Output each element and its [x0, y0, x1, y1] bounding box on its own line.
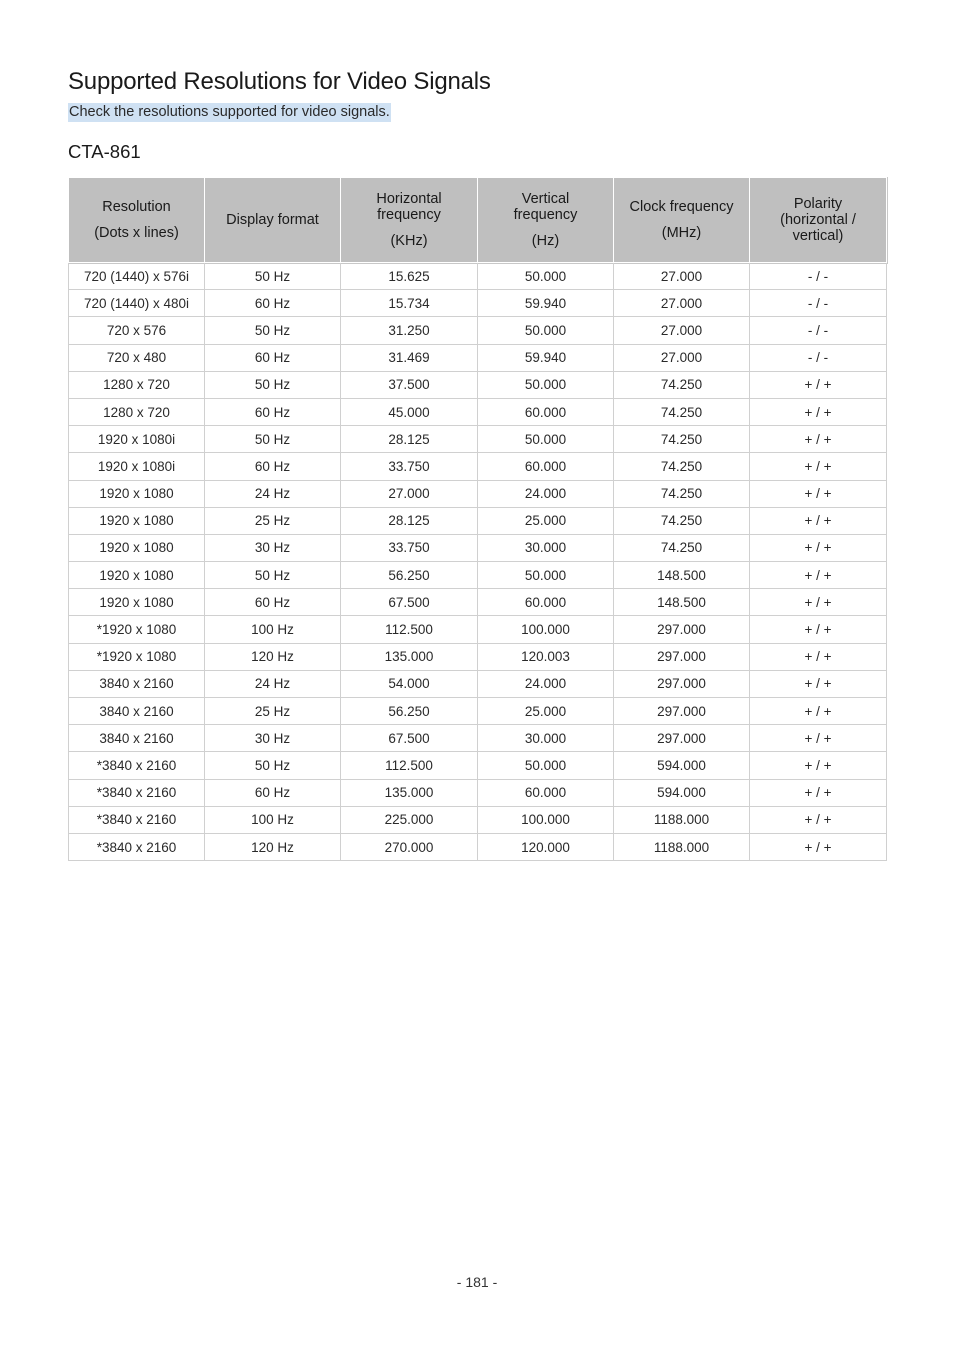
- clock-frequency-cell: 297.000: [614, 725, 750, 752]
- page-subtitle: Check the resolutions supported for video signals.: [69, 104, 390, 120]
- header-label: Horizontal: [376, 191, 442, 207]
- polarity-cell: + / +: [750, 806, 887, 833]
- polarity-cell: - / -: [750, 290, 887, 317]
- header-label: Vertical: [521, 191, 570, 207]
- clock-frequency-cell: 27.000: [614, 263, 750, 290]
- table-row: [69, 670, 887, 697]
- clock-frequency-cell: 594.000: [614, 779, 750, 806]
- vertical-frequency-cell: 25.000: [478, 507, 614, 534]
- header-label: Display format: [226, 212, 319, 228]
- display-format-cell: 50 Hz: [205, 426, 341, 453]
- page-title: Supported Resolutions for Video Signals: [68, 68, 491, 95]
- resolution-cell: *1920 x 1080: [69, 643, 205, 670]
- clock-frequency-cell: 74.250: [614, 371, 750, 398]
- display-format-cell: 50 Hz: [205, 317, 341, 344]
- horizontal-frequency-cell: 31.469: [341, 344, 478, 371]
- resolution-cell: 1280 x 720: [69, 398, 205, 425]
- vertical-frequency-cell: 50.000: [478, 426, 614, 453]
- table-row: [69, 806, 887, 833]
- header-label: frequency: [377, 207, 441, 223]
- clock-frequency-cell: 1188.000: [614, 833, 750, 860]
- vertical-frequency-cell: 60.000: [478, 589, 614, 616]
- clock-frequency-cell: 74.250: [614, 507, 750, 534]
- display-format-cell: 50 Hz: [205, 263, 341, 290]
- table-row: [69, 534, 887, 561]
- horizontal-frequency-cell: 54.000: [341, 670, 478, 697]
- table-row: [69, 344, 887, 371]
- table-row: [69, 725, 887, 752]
- table-row: [69, 833, 887, 860]
- polarity-cell: - / -: [750, 263, 887, 290]
- polarity-cell: + / +: [750, 453, 887, 480]
- polarity-cell: + / +: [750, 670, 887, 697]
- display-format-cell: 60 Hz: [205, 589, 341, 616]
- table-row: [69, 317, 887, 344]
- clock-frequency-cell: 74.250: [614, 398, 750, 425]
- display-format-cell: 50 Hz: [205, 562, 341, 589]
- resolution-cell: 1280 x 720: [69, 371, 205, 398]
- horizontal-frequency-cell: 67.500: [341, 589, 478, 616]
- clock-frequency-cell: 297.000: [614, 670, 750, 697]
- horizontal-frequency-cell: 135.000: [341, 779, 478, 806]
- resolution-cell: 3840 x 2160: [69, 670, 205, 697]
- resolution-cell: *1920 x 1080: [69, 616, 205, 643]
- display-format-cell: 60 Hz: [205, 453, 341, 480]
- vertical-frequency-cell: 120.000: [478, 833, 614, 860]
- display-format-header: [205, 178, 341, 263]
- clock-frequency-cell: 74.250: [614, 480, 750, 507]
- resolution-cell: 1920 x 1080: [69, 480, 205, 507]
- clock-frequency-cell: 148.500: [614, 562, 750, 589]
- display-format-cell: 60 Hz: [205, 779, 341, 806]
- header-label: (KHz): [390, 233, 428, 249]
- vertical-frequency-cell: 100.000: [478, 616, 614, 643]
- display-format-cell: 50 Hz: [205, 752, 341, 779]
- vertical-frequency-cell: 50.000: [478, 263, 614, 290]
- display-format-cell: 24 Hz: [205, 670, 341, 697]
- page-number: - 181 -: [456, 1274, 498, 1290]
- vertical-frequency-header: [478, 178, 614, 263]
- section-title: CTA-861: [68, 141, 141, 162]
- display-format-cell: 120 Hz: [205, 643, 341, 670]
- clock-frequency-cell: 148.500: [614, 589, 750, 616]
- vertical-frequency-cell: 100.000: [478, 806, 614, 833]
- table-row: [69, 453, 887, 480]
- table-row: [69, 616, 887, 643]
- display-format-cell: 120 Hz: [205, 833, 341, 860]
- clock-frequency-cell: 27.000: [614, 290, 750, 317]
- table-row: [69, 263, 887, 290]
- resolution-cell: 1920 x 1080i: [69, 426, 205, 453]
- polarity-cell: + / +: [750, 507, 887, 534]
- polarity-cell: + / +: [750, 752, 887, 779]
- vertical-frequency-cell: 24.000: [478, 480, 614, 507]
- resolution-cell: 3840 x 2160: [69, 725, 205, 752]
- resolution-cell: 1920 x 1080: [69, 589, 205, 616]
- header-label: Polarity: [793, 196, 843, 212]
- horizontal-frequency-cell: 112.500: [341, 752, 478, 779]
- vertical-frequency-cell: 50.000: [478, 317, 614, 344]
- vertical-frequency-cell: 30.000: [478, 534, 614, 561]
- polarity-cell: + / +: [750, 534, 887, 561]
- resolution-cell: *3840 x 2160: [69, 806, 205, 833]
- resolution-header: [69, 178, 205, 263]
- table-row: [69, 779, 887, 806]
- resolution-cell: *3840 x 2160: [69, 833, 205, 860]
- table-row: [69, 589, 887, 616]
- polarity-cell: + / +: [750, 480, 887, 507]
- resolution-cell: 720 (1440) x 480i: [69, 290, 205, 317]
- display-format-cell: 100 Hz: [205, 616, 341, 643]
- header-label: (Hz): [531, 233, 560, 249]
- resolution-cell: 720 x 480: [69, 344, 205, 371]
- vertical-frequency-cell: 60.000: [478, 398, 614, 425]
- polarity-cell: + / +: [750, 398, 887, 425]
- polarity-cell: + / +: [750, 426, 887, 453]
- clock-frequency-cell: 74.250: [614, 534, 750, 561]
- display-format-cell: 30 Hz: [205, 725, 341, 752]
- clock-frequency-cell: 594.000: [614, 752, 750, 779]
- table-row: [69, 290, 887, 317]
- table-row: [69, 752, 887, 779]
- resolution-cell: 3840 x 2160: [69, 698, 205, 725]
- polarity-cell: + / +: [750, 779, 887, 806]
- horizontal-frequency-cell: 37.500: [341, 371, 478, 398]
- polarity-cell: + / +: [750, 562, 887, 589]
- header-label: (horizontal /: [780, 212, 856, 228]
- table-row: [69, 698, 887, 725]
- table-row: [69, 398, 887, 425]
- horizontal-frequency-cell: 33.750: [341, 534, 478, 561]
- table-row: [69, 643, 887, 670]
- vertical-frequency-cell: 50.000: [478, 562, 614, 589]
- resolutions-table: [68, 177, 887, 861]
- polarity-cell: + / +: [750, 833, 887, 860]
- header-label: (Dots x lines): [94, 225, 179, 241]
- resolution-cell: 1920 x 1080: [69, 534, 205, 561]
- clock-frequency-cell: 1188.000: [614, 806, 750, 833]
- vertical-frequency-cell: 60.000: [478, 453, 614, 480]
- resolution-cell: 1920 x 1080i: [69, 453, 205, 480]
- header-row: [69, 178, 887, 263]
- resolution-cell: 1920 x 1080: [69, 562, 205, 589]
- horizontal-frequency-cell: 27.000: [341, 480, 478, 507]
- horizontal-frequency-cell: 56.250: [341, 562, 478, 589]
- polarity-cell: + / +: [750, 643, 887, 670]
- display-format-cell: 60 Hz: [205, 398, 341, 425]
- resolution-cell: *3840 x 2160: [69, 752, 205, 779]
- horizontal-frequency-cell: 15.734: [341, 290, 478, 317]
- horizontal-frequency-cell: 33.750: [341, 453, 478, 480]
- header-label: vertical): [792, 228, 844, 244]
- vertical-frequency-cell: 60.000: [478, 779, 614, 806]
- horizontal-frequency-cell: 67.500: [341, 725, 478, 752]
- table-body: [69, 263, 887, 861]
- display-format-cell: 60 Hz: [205, 344, 341, 371]
- horizontal-frequency-cell: 28.125: [341, 426, 478, 453]
- clock-frequency-header: [614, 178, 750, 263]
- display-format-cell: 50 Hz: [205, 371, 341, 398]
- polarity-header: [750, 178, 887, 263]
- header-label: frequency: [513, 207, 578, 223]
- polarity-cell: + / +: [750, 371, 887, 398]
- polarity-cell: + / +: [750, 616, 887, 643]
- horizontal-frequency-cell: 135.000: [341, 643, 478, 670]
- clock-frequency-cell: 297.000: [614, 643, 750, 670]
- header-label: (MHz): [661, 225, 702, 241]
- clock-frequency-cell: 74.250: [614, 453, 750, 480]
- vertical-frequency-cell: 50.000: [478, 371, 614, 398]
- display-format-cell: 24 Hz: [205, 480, 341, 507]
- vertical-frequency-cell: 50.000: [478, 752, 614, 779]
- vertical-frequency-cell: 59.940: [478, 344, 614, 371]
- table-header: [69, 178, 887, 263]
- vertical-frequency-cell: 25.000: [478, 698, 614, 725]
- header-label: Resolution: [102, 199, 171, 215]
- display-format-cell: 60 Hz: [205, 290, 341, 317]
- clock-frequency-cell: 74.250: [614, 426, 750, 453]
- horizontal-frequency-cell: 112.500: [341, 616, 478, 643]
- polarity-cell: + / +: [750, 725, 887, 752]
- horizontal-frequency-cell: 28.125: [341, 507, 478, 534]
- clock-frequency-cell: 297.000: [614, 698, 750, 725]
- polarity-cell: + / +: [750, 698, 887, 725]
- vertical-frequency-cell: 24.000: [478, 670, 614, 697]
- clock-frequency-cell: 27.000: [614, 317, 750, 344]
- horizontal-frequency-cell: 270.000: [341, 833, 478, 860]
- display-format-cell: 25 Hz: [205, 698, 341, 725]
- resolution-cell: *3840 x 2160: [69, 779, 205, 806]
- table-row: [69, 507, 887, 534]
- table-row: [69, 426, 887, 453]
- display-format-cell: 100 Hz: [205, 806, 341, 833]
- vertical-frequency-cell: 30.000: [478, 725, 614, 752]
- polarity-cell: - / -: [750, 344, 887, 371]
- clock-frequency-cell: 27.000: [614, 344, 750, 371]
- vertical-frequency-cell: 59.940: [478, 290, 614, 317]
- horizontal-frequency-header: [341, 178, 478, 263]
- resolution-cell: 720 x 576: [69, 317, 205, 344]
- clock-frequency-cell: 297.000: [614, 616, 750, 643]
- horizontal-frequency-cell: 225.000: [341, 806, 478, 833]
- display-format-cell: 25 Hz: [205, 507, 341, 534]
- resolution-cell: 720 (1440) x 576i: [69, 263, 205, 290]
- horizontal-frequency-cell: 31.250: [341, 317, 478, 344]
- horizontal-frequency-cell: 56.250: [341, 698, 478, 725]
- polarity-cell: - / -: [750, 317, 887, 344]
- polarity-cell: + / +: [750, 589, 887, 616]
- horizontal-frequency-cell: 45.000: [341, 398, 478, 425]
- vertical-frequency-cell: 120.003: [478, 643, 614, 670]
- table-row: [69, 480, 887, 507]
- display-format-cell: 30 Hz: [205, 534, 341, 561]
- table-row: [69, 371, 887, 398]
- resolution-cell: 1920 x 1080: [69, 507, 205, 534]
- header-label: Clock frequency: [629, 199, 734, 215]
- table-row: [69, 562, 887, 589]
- horizontal-frequency-cell: 15.625: [341, 263, 478, 290]
